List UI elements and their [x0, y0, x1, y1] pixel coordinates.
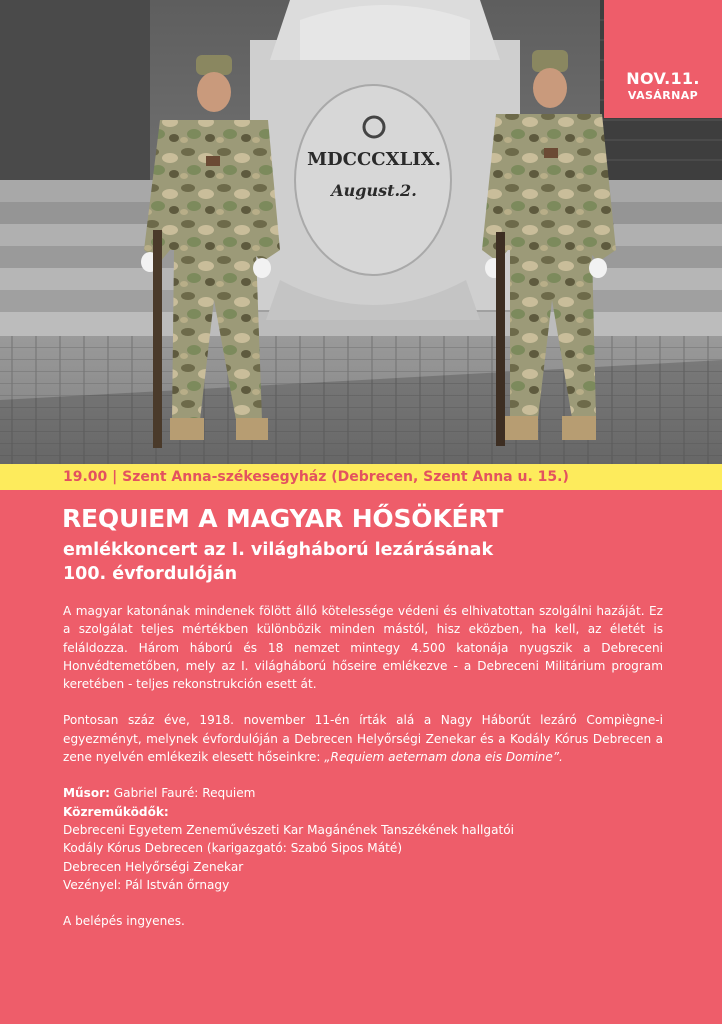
event-subtitle — [63, 538, 623, 586]
contributors-label: Közreműködők: — [63, 804, 169, 819]
inscription-roman-year: MDCCCXLIX. — [307, 149, 441, 170]
event-description — [63, 602, 663, 948]
contributor-item: Debreceni Egyetem Zeneművészeti Kar Magánének Tanszékének hallgatói — [63, 822, 515, 837]
contributor-item: Debrecen Helyőrségi Zenekar — [63, 859, 244, 874]
time-venue-bar: 19.00 | Szent Anna-székesegyház (Debrecen, Szent Anna u. 15.) — [0, 464, 722, 490]
intro-paragraph: A magyar katonának mindenek fölött álló kötelessége védeni és elhivatottan szolgálni hazáját. Ez a szolgálat teljes mértékben különbözik minden mástól, hisz eközben, ha kell, az életét is feláldozza. Három háború és 18 nemzet mintegy 4.500 katonája nyugszik a Debreceni Honvédtemetőben, mely az I. világháború hőseire emlékezve - a Debreceni Militárium program keretében - teljes rekonstrukción esett át. — [63, 604, 663, 692]
subtitle-line-2: 100. évfordulóján — [63, 564, 238, 584]
history-paragraph — [63, 711, 663, 766]
program-line — [63, 784, 663, 802]
history-paragraph-text: Pontosan száz éve, 1918. november 11-én írták alá a Nagy Háborút lezáró Compiègne-i egyezményt, melynek évfordulóján a Debrecen Helyőrségi Zenekar és a Kodály Kórus Debrecen a zene nyelvén emlékezik elesett hőseinkre: — [63, 713, 663, 765]
event-title: REQUIEM A MAGYAR HŐSÖKÉRT — [62, 504, 504, 533]
credits — [63, 784, 663, 894]
date-badge — [604, 0, 722, 118]
contributor-item: Kodály Kórus Debrecen (karigazgató: Szabó Sipos Máté) — [63, 841, 403, 856]
date-day: NOV.11. — [626, 69, 700, 88]
conductor-line: Vezényel: Pál István őrnagy — [63, 877, 230, 892]
subtitle-line-1: emlékkoncert az I. világháború lezárásának — [63, 540, 494, 560]
date-weekday: VASÁRNAP — [627, 89, 699, 102]
program-label: Műsor: — [63, 786, 110, 801]
inscription-date: August.2. — [331, 181, 417, 200]
entry-note: A belépés ingyenes. — [63, 914, 185, 929]
program-value: Gabriel Fauré: Requiem — [109, 786, 256, 801]
requiem-quote: „Requiem aeternam dona eis Domine”. — [324, 750, 563, 765]
